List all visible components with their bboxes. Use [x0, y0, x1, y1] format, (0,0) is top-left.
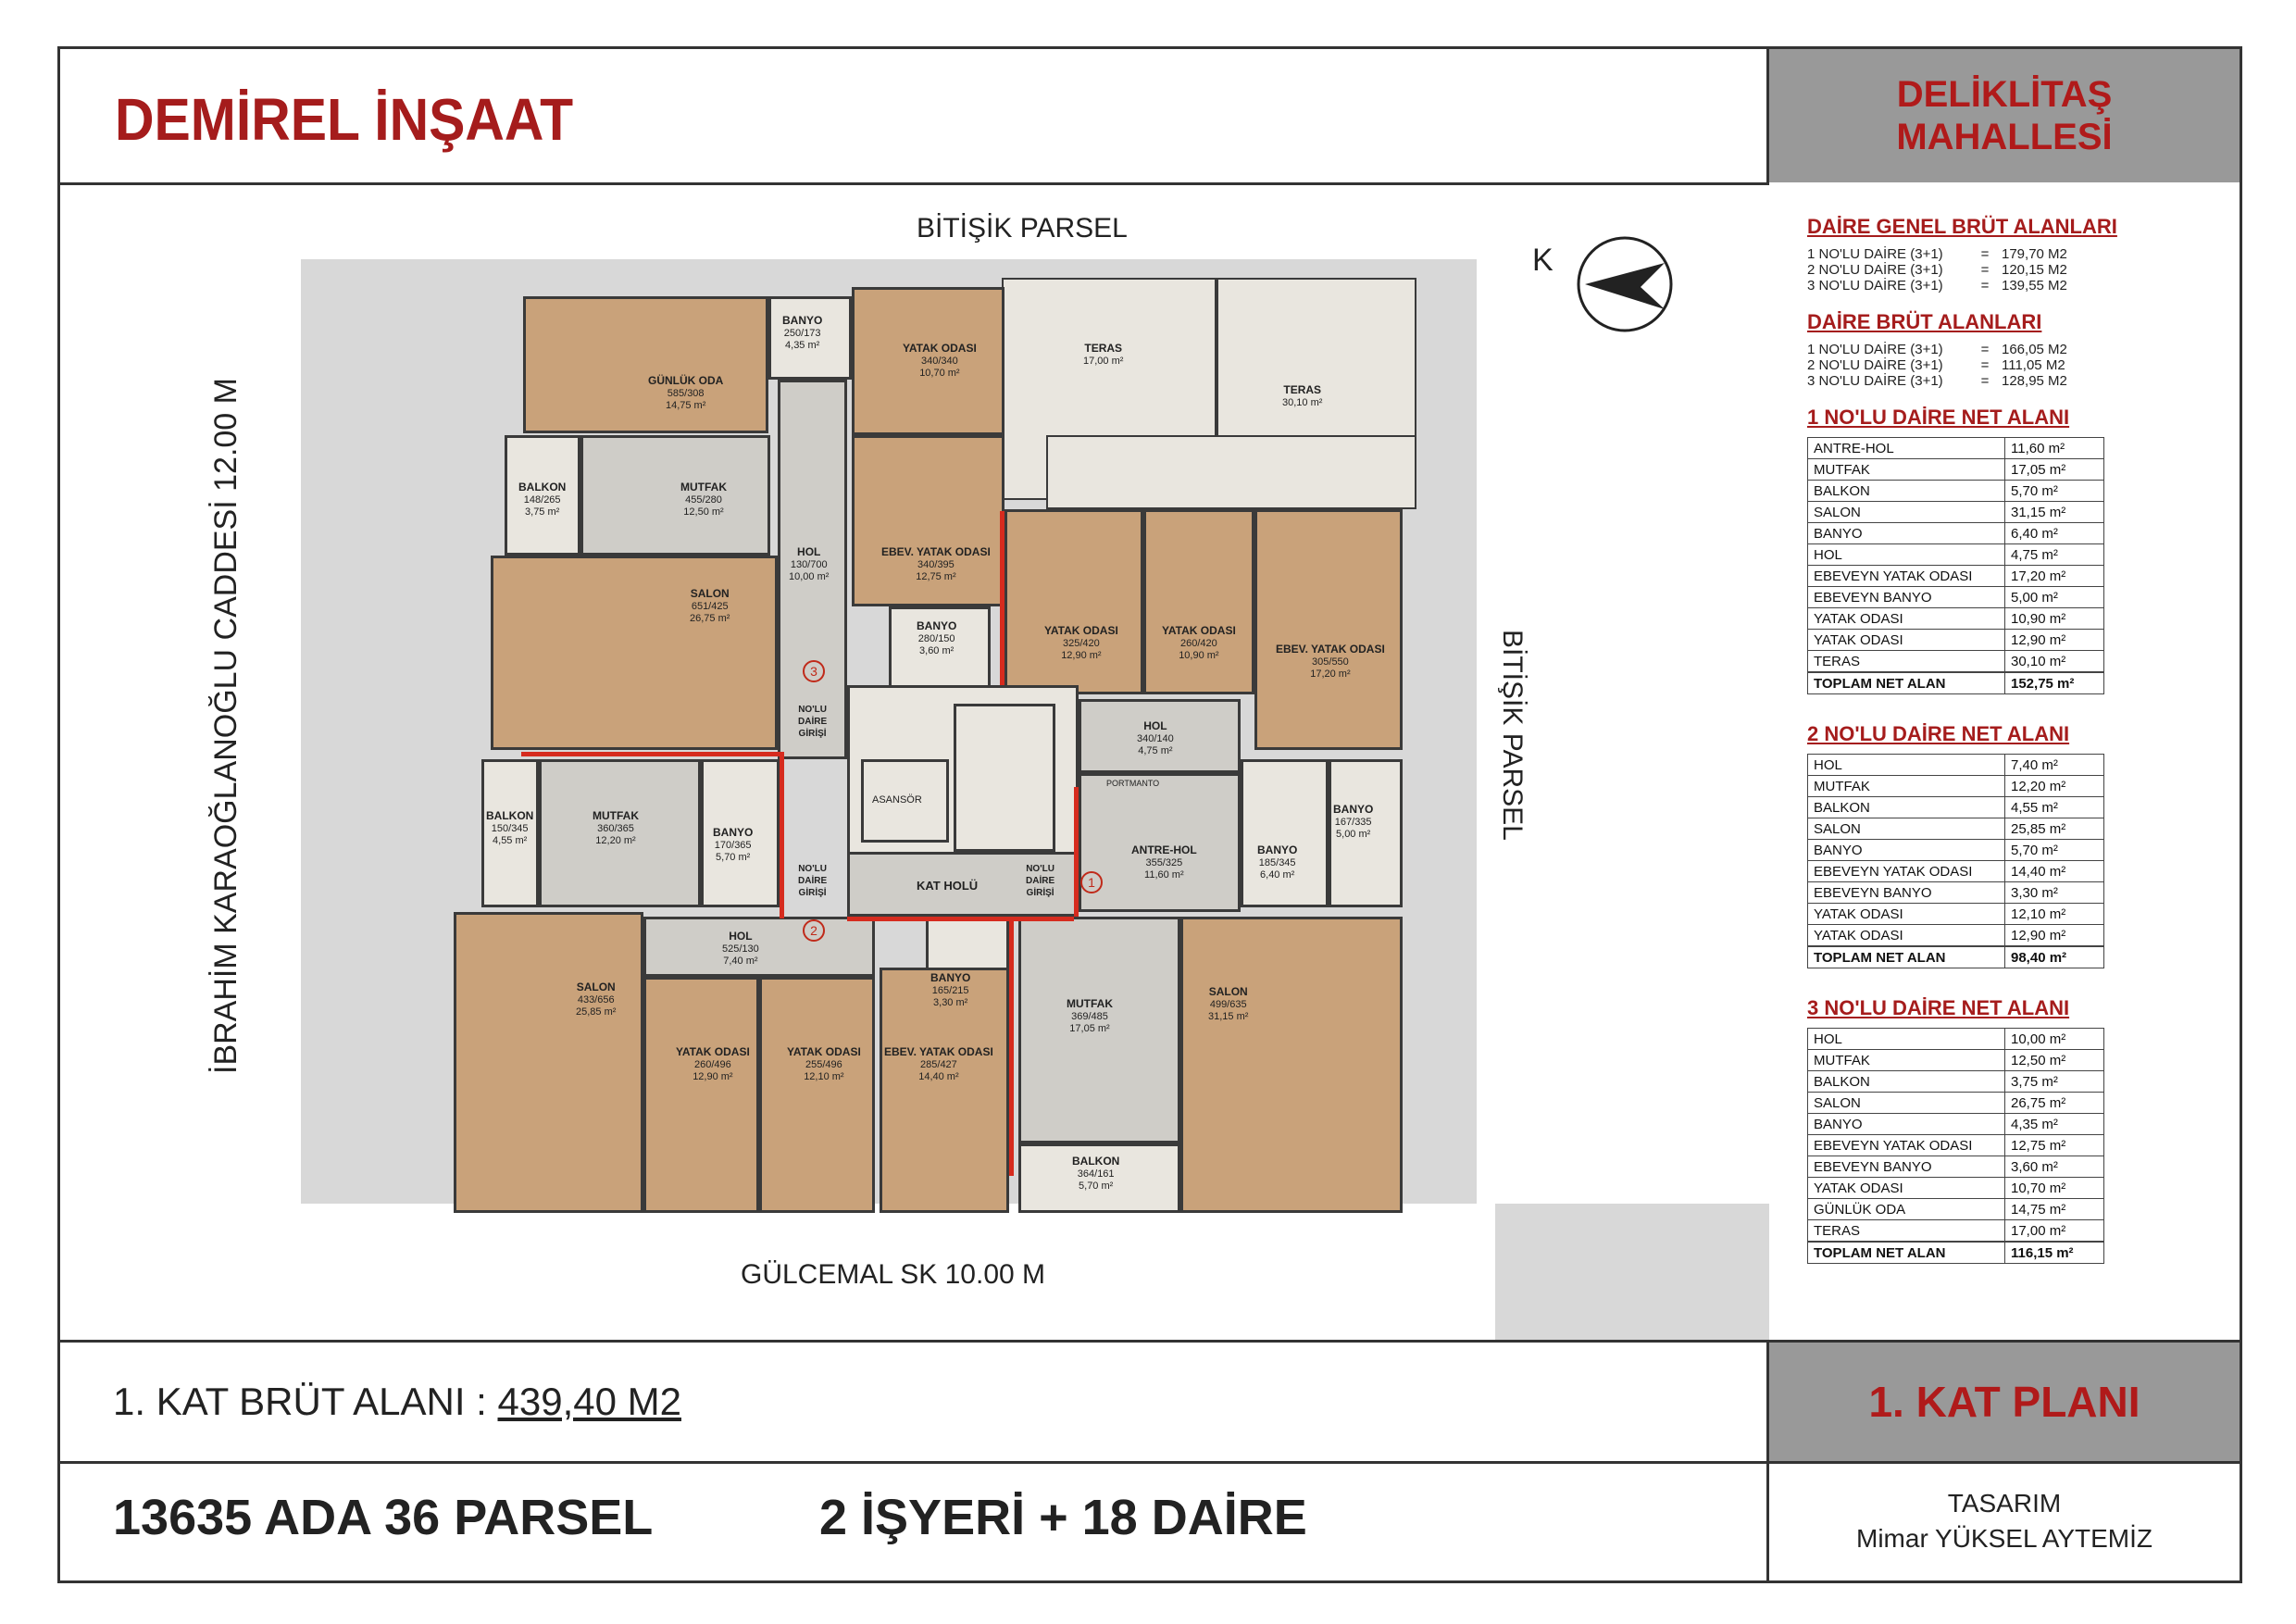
net-room: EBEVEYN YATAK ODASI: [1808, 1135, 2005, 1156]
net-room: YATAK ODASI: [1808, 1178, 2005, 1199]
area-name: 2 NO'LU DAİRE (3+1): [1807, 357, 1943, 373]
room-r1: [523, 296, 768, 433]
area-row: [1807, 262, 2215, 278]
net3-title: 3 NO'LU DAİRE NET ALANI: [1807, 996, 2070, 1019]
area-eq: =: [1980, 262, 1990, 278]
net2-table: [1807, 754, 2104, 968]
net-row: [1808, 1156, 2104, 1178]
net-room: GÜNLÜK ODA: [1808, 1199, 2005, 1220]
net-room: MUTFAK: [1808, 776, 2005, 797]
net-row: [1808, 1178, 2104, 1199]
net-room: EBEVEYN YATAK ODASI: [1808, 566, 2005, 587]
area-name: 1 NO'LU DAİRE (3+1): [1807, 246, 1943, 262]
net-row: [1808, 1114, 2104, 1135]
net1-title: 1 NO'LU DAİRE NET ALANI: [1807, 406, 2070, 429]
net-row: [1808, 523, 2104, 544]
entry-label-2: NO'LU DAİRE GİRİŞİ: [798, 864, 828, 898]
area-val: 166,05 M2: [2002, 342, 2067, 357]
area-eq: =: [1980, 357, 1990, 373]
net-row: [1808, 566, 2104, 587]
net-total-value: 98,40 m²: [2005, 946, 2104, 968]
net-value: 5,00 m²: [2005, 587, 2104, 608]
room-label: HOL 340/140 4,75 m²: [1137, 719, 1174, 756]
area-name: 3 NO'LU DAİRE (3+1): [1807, 373, 1943, 389]
net-value: 6,40 m²: [2005, 523, 2104, 544]
area-val: 120,15 M2: [2002, 262, 2067, 278]
gross-title: DAİRE GENEL BRÜT ALANLARI: [1807, 215, 2117, 238]
bottom-street-label: GÜLCEMAL SK 10.00 M: [741, 1259, 1046, 1290]
net-value: 12,10 m²: [2005, 904, 2104, 925]
net-total-row: [1808, 1242, 2104, 1264]
net-row: [1808, 925, 2104, 947]
net-row: [1808, 651, 2104, 673]
net-room: BANYO: [1808, 523, 2005, 544]
separator-wall: [1074, 787, 1079, 917]
room-label: YATAK ODASI 255/496 12,10 m²: [787, 1045, 861, 1082]
net-value: 4,75 m²: [2005, 544, 2104, 566]
gross-area-value: 439,40 M2: [497, 1380, 681, 1423]
net-row: [1808, 1050, 2104, 1071]
entry-marker-2: [802, 918, 826, 943]
room-label: EBEV. YATAK ODASI 285/427 14,40 m²: [884, 1045, 993, 1082]
district-box: [1769, 49, 2240, 182]
left-street-label: İBRAHİM KARAOĞLANOĞLU CADDESİ 12.00 M: [208, 378, 243, 1074]
net-room: TERAS: [1808, 1220, 2005, 1243]
net-value: 5,70 m²: [2005, 481, 2104, 502]
entry-label-3: NO'LU DAİRE GİRİŞİ: [798, 705, 828, 739]
area-eq: =: [1980, 373, 1990, 389]
net-room: MUTFAK: [1808, 459, 2005, 481]
designer: [1769, 1486, 2240, 1556]
area-row: [1807, 246, 2215, 262]
net-total-label: TOPLAM NET ALAN: [1808, 1242, 2005, 1264]
net-row: [1808, 1220, 2104, 1243]
separator-wall: [521, 752, 780, 756]
room-label: MUTFAK 455/280 12,50 m²: [680, 481, 727, 518]
net-row: [1808, 459, 2104, 481]
net-value: 4,35 m²: [2005, 1114, 2104, 1135]
room-label: TERAS 17,00 m²: [1083, 342, 1124, 367]
room-label: BANYO 167/335 5,00 m²: [1333, 803, 1374, 840]
net-value: 10,00 m²: [2005, 1029, 2104, 1050]
plan-title: 1. KAT PLANI: [1868, 1378, 2140, 1426]
net-value: 14,40 m²: [2005, 861, 2104, 882]
net-row: [1808, 861, 2104, 882]
room-label: HOL 130/700 10,00 m²: [789, 545, 830, 582]
area-val: 139,55 M2: [2002, 278, 2067, 294]
net-value: 12,90 m²: [2005, 630, 2104, 651]
room-label: ANTRE-HOL 355/325 11,60 m²: [1131, 843, 1197, 881]
net-row: [1808, 481, 2104, 502]
net-row: [1808, 840, 2104, 861]
net-value: 14,75 m²: [2005, 1199, 2104, 1220]
plan-title-box: [1769, 1343, 2240, 1461]
area-name: 1 NO'LU DAİRE (3+1): [1807, 342, 1943, 357]
gross-area: [113, 1380, 681, 1424]
net-room: ANTRE-HOL: [1808, 438, 2005, 459]
room-label: YATAK ODASI 260/496 12,90 m²: [676, 1045, 750, 1082]
room-label: BANYO 280/150 3,60 m²: [917, 619, 957, 656]
net-value: 11,60 m²: [2005, 438, 2104, 459]
net-room: YATAK ODASI: [1808, 904, 2005, 925]
room-r12: [1254, 509, 1403, 750]
room-label: BANYO 250/173 4,35 m²: [782, 314, 823, 351]
net-total-value: 116,15 m²: [2005, 1242, 2104, 1264]
corner-gray: [1495, 1204, 1769, 1343]
net-row: [1808, 1093, 2104, 1114]
room-label: EBEV. YATAK ODASI 340/395 12,75 m²: [881, 545, 991, 582]
net-room: SALON: [1808, 502, 2005, 523]
area-name: 3 NO'LU DAİRE (3+1): [1807, 278, 1943, 294]
entry-label-1: NO'LU DAİRE GİRİŞİ: [1026, 864, 1055, 898]
north-label: K: [1532, 243, 1554, 278]
room-r10: [1004, 509, 1143, 694]
separator-wall: [780, 752, 784, 918]
net-value: 12,90 m²: [2005, 925, 2104, 947]
left-street: [60, 185, 301, 1204]
net-room: BALKON: [1808, 481, 2005, 502]
net-value: 12,20 m²: [2005, 776, 2104, 797]
portmanto-label: PORTMANTO: [1106, 779, 1160, 788]
net-value: 26,75 m²: [2005, 1093, 2104, 1114]
net-room: HOL: [1808, 755, 2005, 776]
room-r13: [491, 556, 778, 750]
net-row: [1808, 608, 2104, 630]
floor-hall-label: KAT HOLÜ: [917, 879, 979, 893]
room-label: BANYO 185/345 6,40 m²: [1257, 843, 1298, 881]
net-value: 12,50 m²: [2005, 1050, 2104, 1071]
area-row: [1807, 278, 2215, 294]
area-eq: =: [1980, 246, 1990, 262]
area-eq: =: [1980, 278, 1990, 294]
net-row: [1808, 797, 2104, 818]
room-label: MUTFAK 360/365 12,20 m²: [593, 809, 639, 846]
net-value: 10,70 m²: [2005, 1178, 2104, 1199]
room-label: TERAS 30,10 m²: [1282, 383, 1323, 408]
room-label: BALKON 148/265 3,75 m²: [518, 481, 567, 518]
architect-name: Mimar YÜKSEL AYTEMİZ: [1856, 1524, 2152, 1553]
top-neighbor-label: BİTİŞİK PARSEL: [917, 213, 1128, 244]
room-label: MUTFAK 369/485 17,05 m²: [1067, 997, 1113, 1034]
net-room: BANYO: [1808, 1114, 2005, 1135]
entry-marker-3: [802, 659, 826, 683]
room-label: BALKON 150/345 4,55 m²: [486, 809, 534, 846]
net-total-row: [1808, 946, 2104, 968]
net-room: EBEVEYN BANYO: [1808, 1156, 2005, 1178]
room-label: BANYO 165/215 3,30 m²: [930, 971, 971, 1008]
net-room: EBEVEYN BANYO: [1808, 882, 2005, 904]
net-row: [1808, 544, 2104, 566]
district-line1: DELİKLİTAŞ: [1896, 74, 2113, 115]
room-label: SALON 499/635 31,15 m²: [1208, 985, 1249, 1022]
entry-marker-1: [1079, 870, 1104, 894]
net-value: 25,85 m²: [2005, 818, 2104, 840]
area-sidebar: [1807, 215, 2215, 1264]
net-room: HOL: [1808, 544, 2005, 566]
net-value: 3,60 m²: [2005, 1156, 2104, 1178]
net-room: BANYO: [1808, 840, 2005, 861]
net-room: YATAK ODASI: [1808, 630, 2005, 651]
area-name: 2 NO'LU DAİRE (3+1): [1807, 262, 1943, 278]
room-label: YATAK ODASI 260/420 10,90 m²: [1162, 624, 1236, 661]
units-label: 2 İŞYERİ + 18 DAİRE: [819, 1490, 1307, 1545]
brut-list: [1807, 342, 2215, 389]
net-total-row: [1808, 672, 2104, 694]
area-val: 128,95 M2: [2002, 373, 2067, 389]
gross-list: [1807, 246, 2215, 294]
north-arrow-icon: [1576, 235, 1674, 333]
net-value: 4,55 m²: [2005, 797, 2104, 818]
room-r22: [643, 917, 875, 977]
net-row: [1808, 882, 2104, 904]
room-label: GÜNLÜK ODA 585/308 14,75 m²: [648, 374, 724, 411]
terrace-lower: [1046, 435, 1416, 509]
net-room: HOL: [1808, 1029, 2005, 1050]
area-val: 179,70 M2: [2002, 246, 2067, 262]
entry-number-2: 2: [810, 923, 817, 938]
room-r27: [643, 977, 759, 1213]
net-row: [1808, 502, 2104, 523]
net-room: EBEVEYN YATAK ODASI: [1808, 861, 2005, 882]
separator-wall: [1009, 917, 1014, 1176]
net-room: YATAK ODASI: [1808, 608, 2005, 630]
entry-number-3: 3: [810, 664, 817, 679]
room-label: HOL 525/130 7,40 m²: [722, 930, 759, 967]
net-row: [1808, 1199, 2104, 1220]
net2-title: 2 NO'LU DAİRE NET ALANI: [1807, 722, 2070, 745]
parcel-label: 13635 ADA 36 PARSEL: [113, 1490, 654, 1545]
net-row: [1808, 755, 2104, 776]
net-row: [1808, 776, 2104, 797]
net-room: BALKON: [1808, 797, 2005, 818]
room-label: YATAK ODASI 340/340 10,70 m²: [903, 342, 977, 379]
room-r11: [1143, 509, 1254, 694]
net-value: 12,75 m²: [2005, 1135, 2104, 1156]
net-row: [1808, 587, 2104, 608]
gross-area-label: 1. KAT BRÜT ALANI :: [113, 1380, 487, 1423]
area-row: [1807, 357, 2215, 373]
room-label: SALON 433/656 25,85 m²: [576, 981, 617, 1018]
footer-divider-2: [57, 1461, 2242, 1464]
net-total-label: TOPLAM NET ALAN: [1808, 672, 2005, 694]
net-row: [1808, 1135, 2104, 1156]
elevator-label: ASANSÖR: [872, 794, 922, 806]
net-value: 10,90 m²: [2005, 608, 2104, 630]
room-label: EBEV. YATAK ODASI 305/550 17,20 m²: [1276, 643, 1385, 680]
entry-number-1: 1: [1088, 875, 1095, 890]
net-row: [1808, 818, 2104, 840]
net-room: MUTFAK: [1808, 1050, 2005, 1071]
net-row: [1808, 1029, 2104, 1050]
right-neighbor-label: BİTİŞİK PARSEL: [1497, 630, 1528, 841]
net-value: 3,30 m²: [2005, 882, 2104, 904]
net-total-label: TOPLAM NET ALAN: [1808, 946, 2005, 968]
room-label: BALKON 364/161 5,70 m²: [1072, 1155, 1120, 1192]
room-r20: [1241, 759, 1329, 907]
net-room: BALKON: [1808, 1071, 2005, 1093]
separator-wall: [847, 917, 1074, 921]
room-label: SALON 651/425 26,75 m²: [690, 587, 730, 624]
net-room: SALON: [1808, 1093, 2005, 1114]
net-value: 17,00 m²: [2005, 1220, 2104, 1243]
brut-title: DAİRE BRÜT ALANLARI: [1807, 310, 2042, 333]
room-label: YATAK ODASI 325/420 12,90 m²: [1044, 624, 1118, 661]
net-total-value: 152,75 m²: [2005, 672, 2104, 694]
net1-table: [1807, 437, 2104, 694]
room-r26: [1180, 917, 1403, 1213]
district-line2: MAHALLESİ: [1896, 117, 2113, 157]
net3-table: [1807, 1028, 2104, 1264]
stairs: [954, 704, 1055, 852]
net-room: TERAS: [1808, 651, 2005, 673]
room-r28: [759, 977, 875, 1213]
net-row: [1808, 438, 2104, 459]
net-value: 17,05 m²: [2005, 459, 2104, 481]
net-room: EBEVEYN BANYO: [1808, 587, 2005, 608]
separator-wall: [1000, 511, 1004, 685]
room-r23: [454, 912, 643, 1213]
net-value: 17,20 m²: [2005, 566, 2104, 587]
area-eq: =: [1980, 342, 1990, 357]
design-label: TASARIM: [1947, 1489, 2062, 1518]
net-value: 3,75 m²: [2005, 1071, 2104, 1093]
area-row: [1807, 373, 2215, 389]
net-row: [1808, 904, 2104, 925]
net-value: 7,40 m²: [2005, 755, 2104, 776]
net-room: YATAK ODASI: [1808, 925, 2005, 947]
net-row: [1808, 1071, 2104, 1093]
area-val: 111,05 M2: [2002, 357, 2065, 373]
area-row: [1807, 342, 2215, 357]
net-row: [1808, 630, 2104, 651]
net-room: SALON: [1808, 818, 2005, 840]
room-r7: [580, 435, 770, 556]
room-label: BANYO 170/365 5,70 m²: [713, 826, 754, 863]
net-value: 5,70 m²: [2005, 840, 2104, 861]
net-value: 31,15 m²: [2005, 502, 2104, 523]
net-value: 30,10 m²: [2005, 651, 2104, 673]
company-name: DEMİREL İNŞAAT: [115, 86, 574, 153]
